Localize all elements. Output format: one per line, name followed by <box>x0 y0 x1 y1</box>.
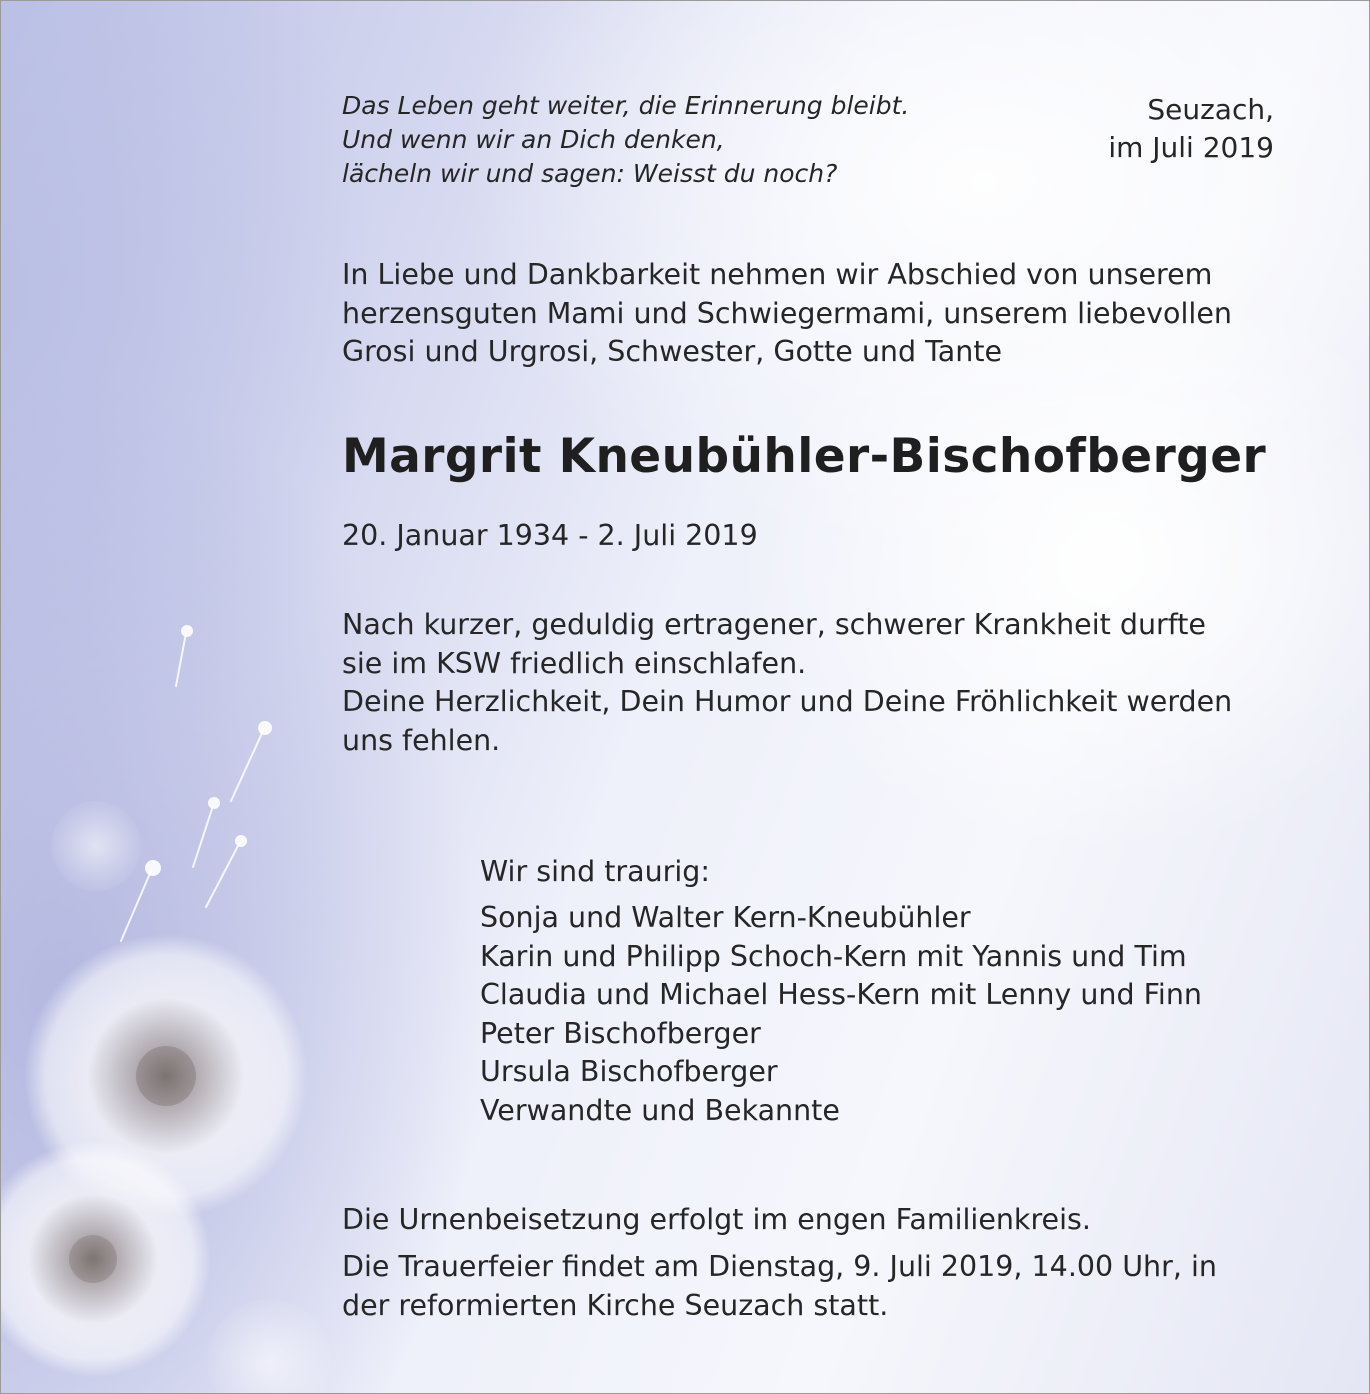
floating-seeds <box>121 633 263 941</box>
illness-line: sie im KSW friedlich einschlafen. <box>342 646 807 680</box>
mourner-name: Karin und Philipp Schoch-Kern mit Yannis und Tim <box>480 939 1187 973</box>
bokeh-light <box>207 1299 331 1393</box>
place-and-date <box>1108 91 1274 167</box>
dandelion-seed-center <box>136 1046 196 1106</box>
mourners-list <box>480 899 1202 1130</box>
place-line: Seuzach, <box>1147 93 1274 126</box>
seed-tufts <box>145 625 272 876</box>
quote-line: lächeln wir und sagen: Weisst du noch? <box>342 159 838 188</box>
intro-line: Grosi und Urgrosi, Schwester, Gotte und Tante <box>342 335 1003 368</box>
service-info <box>342 1248 1217 1325</box>
intro-line: In Liebe und Dankbarkeit nehmen wir Abschied von unserem <box>342 258 1213 291</box>
mourner-name: Claudia und Michael Hess-Kern mit Lenny und Finn <box>480 978 1202 1011</box>
dandelion-seed-center <box>69 1235 117 1283</box>
quote-line: Und wenn wir an Dich denken, <box>342 125 725 154</box>
intro-line: herzensguten Mami und Schwiegermami, unserem liebevollen <box>342 296 1232 330</box>
illness-text <box>342 606 1232 760</box>
memorial-quote <box>342 89 909 191</box>
bokeh-light <box>51 801 141 891</box>
life-dates: 20. Januar 1934 - 2. Juli 2019 <box>342 519 758 552</box>
mourner-name: Ursula Bischofberger <box>480 1055 778 1088</box>
mourner-name: Peter Bischofberger <box>480 1016 761 1050</box>
illness-line: uns fehlen. <box>342 723 501 757</box>
service-line: der reformierten Kirche Seuzach statt. <box>342 1288 889 1322</box>
farewell-intro <box>342 256 1232 372</box>
illness-line: Nach kurzer, geduldig ertragener, schwerer Krankheit durfte <box>342 608 1206 641</box>
deceased-name: Margrit Kneubühler-Bischofberger <box>342 429 1267 484</box>
illness-line: Deine Herzlichkeit, Dein Humor und Deine Fröhlichkeit werden <box>342 685 1233 718</box>
date-line: im Juli 2019 <box>1108 131 1274 164</box>
mourner-name: Sonja und Walter Kern-Kneubühler <box>480 901 971 934</box>
burial-info: Die Urnenbeisetzung erfolgt im engen Familienkreis. <box>342 1203 1091 1236</box>
mourners-heading: Wir sind traurig: <box>480 855 710 888</box>
quote-line: Das Leben geht weiter, die Erinnerung bleibt. <box>342 91 910 120</box>
service-line: Die Trauerfeier findet am Dienstag, 9. Juli 2019, 14.00 Uhr, in <box>342 1250 1217 1283</box>
mourner-name: Verwandte und Bekannte <box>480 1093 840 1127</box>
